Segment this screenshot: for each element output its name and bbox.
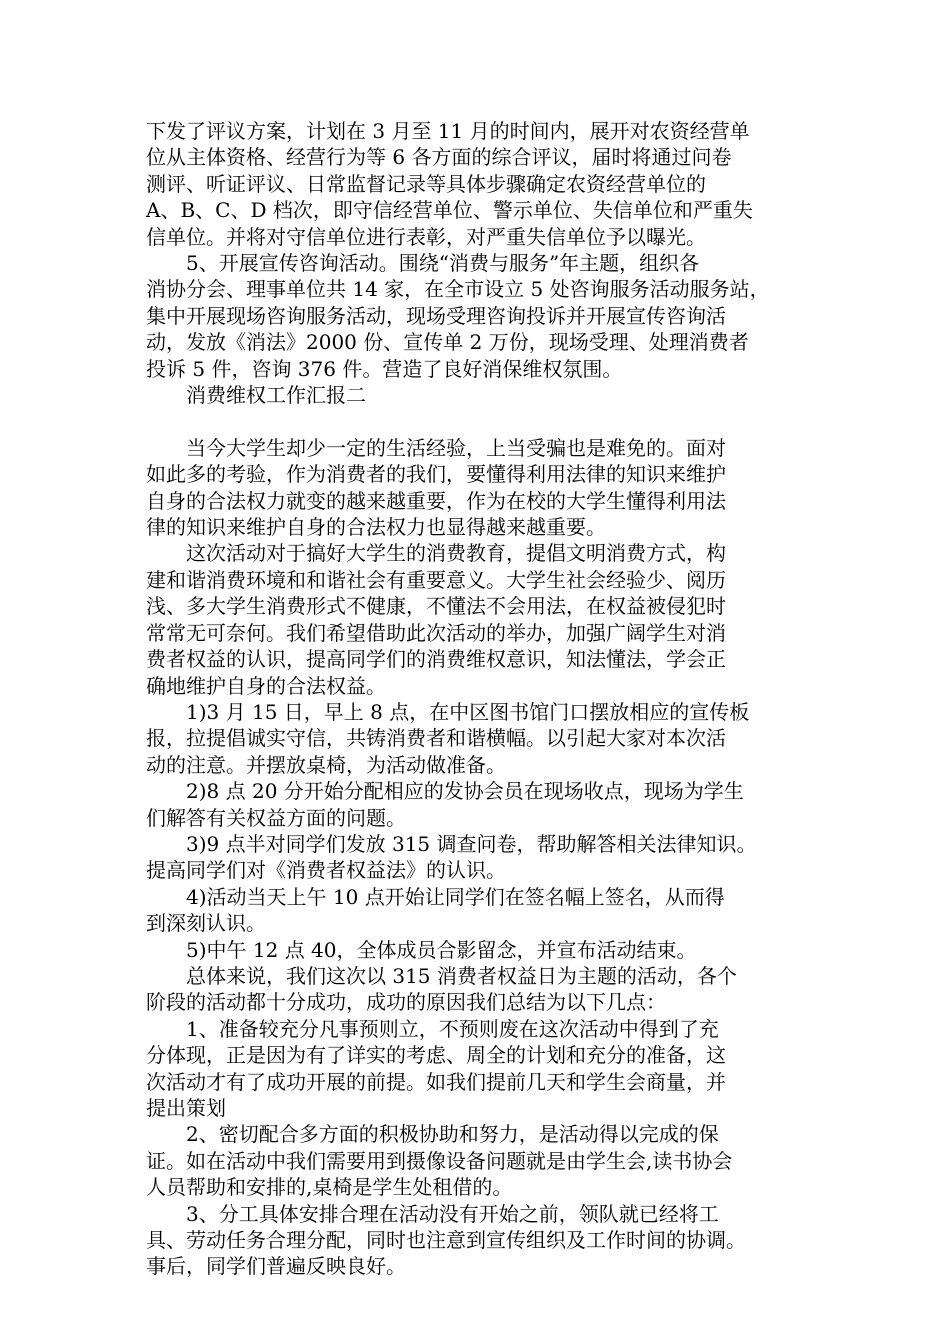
paragraph-13: 3、分工具体安排合理在活动没有开始之前，领队就已经将工 具、劳动任务合理分配，同时也注意到宣传组织及工作时间的协调。 事后，同学们普遍反映良好。 bbox=[146, 1201, 746, 1279]
paragraph-12: 2、密切配合多方面的积极协助和努力，是活动得以完成的保 证。如在活动中我们需要用到摄像设备问题就是由学生会,读书协会 人员帮助和安排的,桌椅是学生处租借的。 bbox=[146, 1122, 733, 1200]
paragraph-2: 5、开展宣传咨询活动。围绕“消费与服务”年主题，组织各 消协分会、理事单位共 14 家，在全市设立 5 处咨询服务活动服务站， 集中开展现场咨询服务活动，现场受理咨询投诉并开展宣传咨询活 动，发放《消法》2000 份、宣传单 2 万份，现场受理、处理消费者 投诉 5 件，咨询 376 件。营造了良好消保维权氛围。 bbox=[146, 251, 770, 381]
paragraph-10: 总体来说，我们这次以 315 消费者权益日为主题的活动，各个 阶段的活动都十分成功，成功的原因我们总结为以下几点： bbox=[146, 963, 737, 1015]
paragraph-1: 下发了评议方案，计划在 3 月至 11 月的时间内，展开对农资经营单 位从主体资格、经营行为等 6 各方面的综合评议，届时将通过问卷 测评、听证评议、日常监督记录等具体步骤确定农资经营单位的 A、B、C、D 档次，即守信经营单位、警示单位、失信单位和严重失 信单位。并将对守信单位进行表彰，对严重失信单位予以曝光。 bbox=[146, 119, 753, 249]
document-page bbox=[146, 118, 846, 1280]
paragraph-3: 当今大学生却少一定的生活经验，上当受骗也是难免的。面对 如此多的考验，作为消费者的我们，要懂得利用法律的知识来维护 自身的合法权力就变的越来越重要，作为在校的大学生懂得利用法 律的知识来维护自身的合法权力也显得越来越重要。 bbox=[146, 435, 726, 540]
paragraph-8: 4)活动当天上午 10 点开始让同学们在签名幅上签名，从而得 到深刻认识。 bbox=[146, 884, 725, 936]
paragraph-9: 5)中午 12 点 40，全体成员合影留念，并宣布活动结束。 bbox=[186, 937, 697, 962]
section-heading: 消费维权工作汇报二 bbox=[186, 383, 366, 408]
paragraph-11: 1、准备较充分凡事预则立，不预则废在这次活动中得到了充 分体现，正是因为有了详实的考虑、周全的计划和充分的准备，这 次活动才有了成功开展的前提。如我们提前几天和学生会商量，并 提出策划 bbox=[146, 1016, 726, 1121]
blank-line bbox=[146, 408, 846, 434]
paragraph-7: 3)9 点半对同学们发放 315 调查问卷，帮助解答相关法律知识。 提高同学们对《消费者权益法》的认识。 bbox=[146, 831, 757, 883]
paragraph-6: 2)8 点 20 分开始分配相应的发协会员在现场收点，现场为学生 们解答有关权益方面的问题。 bbox=[146, 779, 744, 830]
paragraph-5: 1)3 月 15 日，早上 8 点，在中区图书馆门口摆放相应的宣传板 报，拉提倡诚实守信，共铸消费者和谐横幅。以引起大家对本次活 动的注意。并摆放桌椅，为活动做准备。 bbox=[146, 699, 750, 777]
paragraph-4: 这次活动对于搞好大学生的消费教育，提倡文明消费方式，构 建和谐消费环境和和谐社会有重要意义。大学生社会经验少、阅历 浅、多大学生消费形式不健康，不懂法不会用法，在权益被侵犯时 常常无可奈何。我们希望借助此次活动的举办，加强广阔学生对消 费者权益的认识，提高同学们的消费维权意识，知法懂法，学会正 确地维护自身的合法权益。 bbox=[146, 541, 726, 698]
